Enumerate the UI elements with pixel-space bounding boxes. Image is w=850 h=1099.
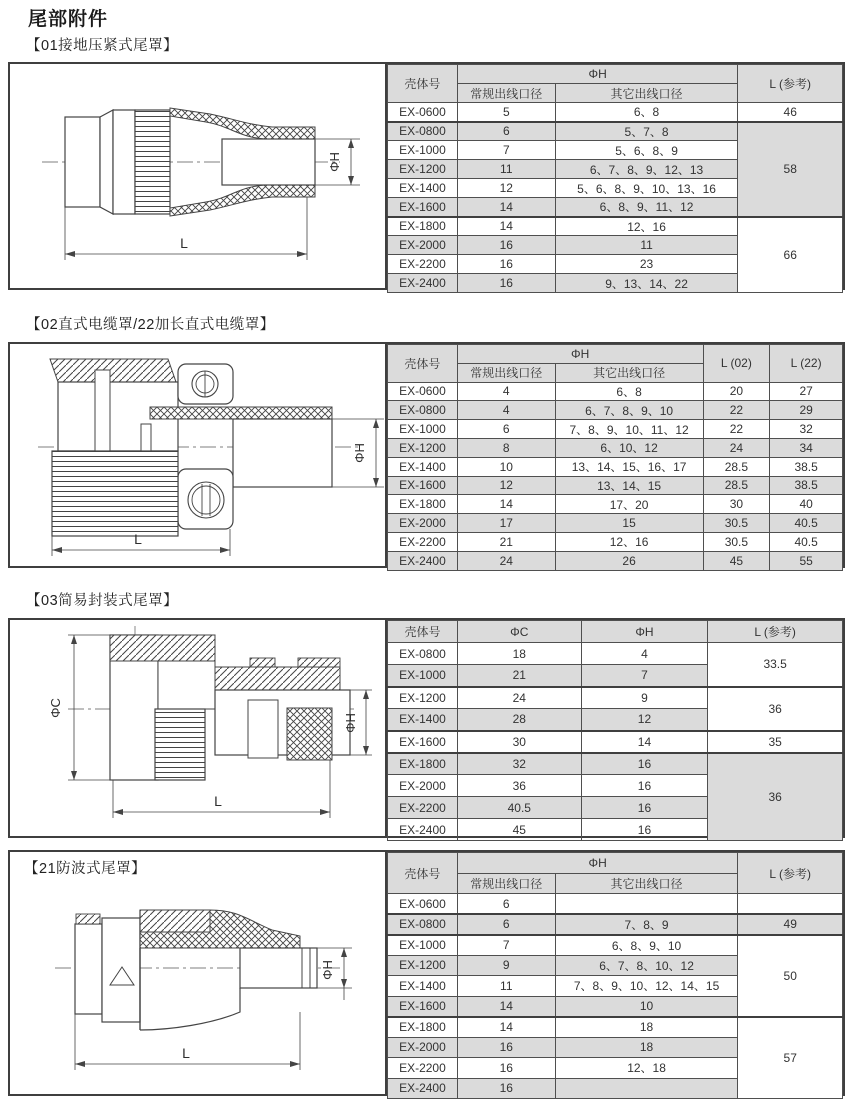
value-cell: 32 [457,753,581,775]
shell-number-cell: EX-1600 [388,476,458,495]
shell-number-cell: EX-2200 [388,797,458,819]
header-regular: 常规出线口径 [457,84,555,103]
value-cell: 38.5 [770,476,843,495]
value-cell: 16 [457,1037,555,1058]
drawing-box-03 [10,620,387,836]
shell-number-cell: EX-1000 [388,665,458,687]
value-cell: 14 [457,996,555,1017]
shell-number-cell: EX-1200 [388,438,458,457]
hatched-cap [110,635,215,661]
header-phi-c: ΦC [457,621,581,643]
table-row [388,643,843,665]
value-cell: 16 [457,1078,555,1099]
drawing-box-02 [10,344,387,566]
value-cell: 9、13、14、22 [555,274,738,293]
value-cell: 28.5 [703,476,770,495]
shell-number-cell: EX-2000 [388,236,458,255]
section-02-title: 【02直式电缆罩/22加长直式电缆罩】 [26,317,275,333]
table-row [388,687,843,709]
shell-number-cell: EX-1000 [388,420,458,439]
value-cell: 30.5 [703,514,770,533]
section-03 [8,618,845,838]
spec-table-01 [387,64,843,293]
braid-bottom [170,185,315,216]
shell-number-cell: EX-0600 [388,103,458,122]
value-cell: 6、8 [555,103,738,122]
value-cell: 24 [457,687,581,709]
value-cell: 21 [457,665,581,687]
value-cell: 18 [555,1017,738,1038]
shell-number-cell: EX-2000 [388,514,458,533]
dim-label-l: L [214,793,222,809]
table-header-row [388,345,843,364]
header-phi-h: ΦH [457,345,703,364]
hatched-band [215,667,340,690]
shell-number-cell: EX-1200 [388,687,458,709]
header-shell: 壳体号 [388,621,458,643]
value-cell: 46 [738,103,843,122]
value-cell [555,1078,738,1099]
value-cell: 6 [457,914,555,935]
value-cell: 32 [770,420,843,439]
value-cell: 7、8、9、10、12、14、15 [555,976,738,997]
dim-label-phi-h: ΦH [327,152,342,172]
drawing-box-01 [10,64,387,288]
value-cell: 28.5 [703,457,770,476]
table-row [388,1017,843,1038]
value-cell: 11 [457,160,555,179]
tube [240,948,317,988]
value-cell: 10 [555,996,738,1017]
value-cell: 5、6、8、9 [555,141,738,160]
shell-number-cell: EX-2200 [388,255,458,274]
value-cell: 12 [457,476,555,495]
value-cell: 40.5 [770,514,843,533]
header-shell: 壳体号 [388,65,458,103]
value-cell: 16 [457,236,555,255]
value-cell: 11 [555,236,738,255]
spec-table-02 [387,344,843,571]
table-row [388,731,843,753]
shell-number-cell: EX-2400 [388,819,458,841]
header-shell: 壳体号 [388,853,458,894]
value-cell: 49 [738,914,843,935]
shell-number-cell: EX-2200 [388,1058,458,1079]
value-cell: 7、8、9、10、11、12 [555,420,703,439]
hatched-plate [50,359,176,382]
shell-number-cell: EX-1600 [388,731,458,753]
knurled-knob [287,708,332,760]
value-cell: 40 [770,495,843,514]
value-cell: 6、8 [555,382,703,401]
table-row [388,122,843,141]
value-cell: 7 [457,141,555,160]
value-cell: 58 [738,122,843,217]
shell-number-cell: EX-1800 [388,753,458,775]
value-cell: 6、7、8、9、10 [555,401,703,420]
shell-number-cell: EX-1800 [388,495,458,514]
braid-strip [150,407,332,419]
header-regular: 常规出线口径 [457,873,555,894]
table-row [388,914,843,935]
value-cell: 10 [457,457,555,476]
value-cell [738,894,843,915]
value-cell: 4 [581,643,708,665]
table-row [388,438,843,457]
value-cell: 5、7、8 [555,122,738,141]
spec-table-03 [387,620,843,841]
value-cell: 6 [457,420,555,439]
value-cell: 7 [457,935,555,956]
value-cell: 33.5 [708,643,843,687]
value-cell: 14 [457,495,555,514]
table-row [388,894,843,915]
technical-drawing-02 [10,344,385,566]
value-cell: 5、6、8、9、10、13、16 [555,179,738,198]
table-header-row [388,621,843,643]
shell-number-cell: EX-1400 [388,976,458,997]
value-cell: 50 [738,935,843,1017]
value-cell: 26 [555,551,703,570]
section-03-title: 【03简易封装式尾罩】 [26,593,179,609]
shell-number-cell: EX-1200 [388,160,458,179]
header-l-22: L (22) [770,345,843,383]
value-cell: 12 [581,709,708,731]
table-row [388,401,843,420]
value-cell: 14 [457,1017,555,1038]
shell-number-cell: EX-0600 [388,382,458,401]
shell-number-cell: EX-2400 [388,551,458,570]
value-cell: 17 [457,514,555,533]
value-cell: 6 [457,894,555,915]
header-regular: 常规出线口径 [457,363,555,382]
value-cell: 23 [555,255,738,274]
section-21-title: 【21防波式尾罩】 [24,861,147,877]
table-row [388,753,843,775]
value-cell: 6 [457,122,555,141]
table-row [388,551,843,570]
value-cell: 22 [703,401,770,420]
value-cell: 35 [708,731,843,753]
value-cell: 7、8、9 [555,914,738,935]
table-row [388,217,843,236]
dim-label-phi-h: ΦH [343,713,358,733]
value-cell: 16 [457,274,555,293]
shell-number-cell: EX-1600 [388,198,458,217]
section-02 [8,342,845,568]
value-cell: 15 [555,514,703,533]
ribbed-block [52,451,178,536]
value-cell: 66 [738,217,843,293]
shell-number-cell: EX-1000 [388,935,458,956]
table-row [388,103,843,122]
section-01-title: 【01接地压紧式尾罩】 [26,38,179,54]
value-cell: 21 [457,532,555,551]
shell-number-cell: EX-1800 [388,1017,458,1038]
value-cell: 17、20 [555,495,703,514]
value-cell: 11 [457,976,555,997]
technical-drawing-21 [10,852,385,1094]
value-cell: 20 [703,382,770,401]
value-cell: 12、16 [555,532,703,551]
braid-top [170,108,315,139]
table-header-row [388,853,843,874]
shell-number-cell: EX-2000 [388,775,458,797]
drawing-box-21 [10,852,387,1094]
value-cell: 16 [581,819,708,841]
value-cell [555,894,738,915]
shell-number-cell: EX-0600 [388,894,458,915]
shell-number-cell: EX-1600 [388,996,458,1017]
value-cell: 45 [703,551,770,570]
value-cell: 36 [457,775,581,797]
header-phi-h: ΦH [457,853,738,874]
value-cell: 24 [457,551,555,570]
value-cell: 16 [581,775,708,797]
value-cell: 16 [581,797,708,819]
shell-number-cell: EX-0800 [388,643,458,665]
technical-drawing-03 [10,620,385,836]
value-cell: 28 [457,709,581,731]
dim-label-l: L [180,235,188,251]
header-phi-h: ΦH [457,65,738,84]
value-cell: 34 [770,438,843,457]
value-cell: 13、14、15、16、17 [555,457,703,476]
table-row [388,935,843,956]
table-row [388,532,843,551]
technical-drawing-01 [10,64,385,288]
value-cell: 24 [703,438,770,457]
value-cell: 40.5 [770,532,843,551]
page-title: 尾部附件 [28,9,109,30]
shell-number-cell: EX-1800 [388,217,458,236]
header-l-02: L (02) [703,345,770,383]
section-01 [8,62,845,290]
value-cell: 4 [457,382,555,401]
value-cell: 18 [555,1037,738,1058]
shell-number-cell: EX-0800 [388,914,458,935]
value-cell: 36 [708,753,843,841]
value-cell: 6、10、12 [555,438,703,457]
value-cell: 55 [770,551,843,570]
table-row [388,495,843,514]
knurl-section [135,110,170,214]
header-l-ref: L (参考) [738,65,843,103]
spec-table-21 [387,852,843,1099]
value-cell: 36 [708,687,843,731]
value-cell: 13、14、15 [555,476,703,495]
value-cell: 38.5 [770,457,843,476]
value-cell: 12、18 [555,1058,738,1079]
dim-label-phi-h: ΦH [320,960,335,980]
table-row [388,382,843,401]
header-l-ref: L (参考) [738,853,843,894]
value-cell: 6、8、9、10 [555,935,738,956]
value-cell: 14 [457,198,555,217]
table-row [388,514,843,533]
value-cell: 57 [738,1017,843,1099]
value-cell: 30 [703,495,770,514]
shell-number-cell: EX-0800 [388,122,458,141]
table-header-row [388,65,843,84]
dim-label-l: L [182,1045,190,1061]
value-cell: 16 [457,1058,555,1079]
value-cell: 14 [457,217,555,236]
value-cell: 5 [457,103,555,122]
value-cell: 14 [581,731,708,753]
header-phi-h: ΦH [581,621,708,643]
shell-number-cell: EX-0800 [388,401,458,420]
value-cell: 45 [457,819,581,841]
shell-number-cell: EX-1000 [388,141,458,160]
tube [233,419,332,487]
value-cell: 4 [457,401,555,420]
dim-label-phi-c: ΦC [48,698,63,718]
header-other: 其它出线口径 [555,84,738,103]
value-cell: 8 [457,438,555,457]
shell-number-cell: EX-2200 [388,532,458,551]
value-cell: 6、7、8、9、12、13 [555,160,738,179]
value-cell: 40.5 [457,797,581,819]
header-l-ref: L (参考) [708,621,843,643]
value-cell: 29 [770,401,843,420]
shell-number-cell: EX-2400 [388,1078,458,1099]
shell-number-cell: EX-2000 [388,1037,458,1058]
value-cell: 9 [457,955,555,976]
value-cell: 16 [581,753,708,775]
value-cell: 30 [457,731,581,753]
value-cell: 18 [457,643,581,665]
value-cell: 12 [457,179,555,198]
value-cell: 6、7、8、10、12 [555,955,738,976]
value-cell: 22 [703,420,770,439]
value-cell: 12、16 [555,217,738,236]
header-other: 其它出线口径 [555,363,703,382]
header-shell: 壳体号 [388,345,458,383]
table-row [388,457,843,476]
table-row [388,476,843,495]
dim-label-l: L [134,531,142,547]
tube [222,139,315,185]
shell-number-cell: EX-1400 [388,709,458,731]
value-cell: 30.5 [703,532,770,551]
hatched-region [140,910,210,932]
value-cell: 16 [457,255,555,274]
table-row [388,420,843,439]
ribbed-section [155,709,205,780]
dim-label-phi-h: ΦH [352,443,367,463]
header-other: 其它出线口径 [555,873,738,894]
shell-number-cell: EX-1400 [388,457,458,476]
value-cell: 6、8、9、11、12 [555,198,738,217]
value-cell: 9 [581,687,708,709]
value-cell: 27 [770,382,843,401]
value-cell: 7 [581,665,708,687]
shell-number-cell: EX-1200 [388,955,458,976]
section-21 [8,850,845,1096]
shell-number-cell: EX-1400 [388,179,458,198]
shell-number-cell: EX-2400 [388,274,458,293]
